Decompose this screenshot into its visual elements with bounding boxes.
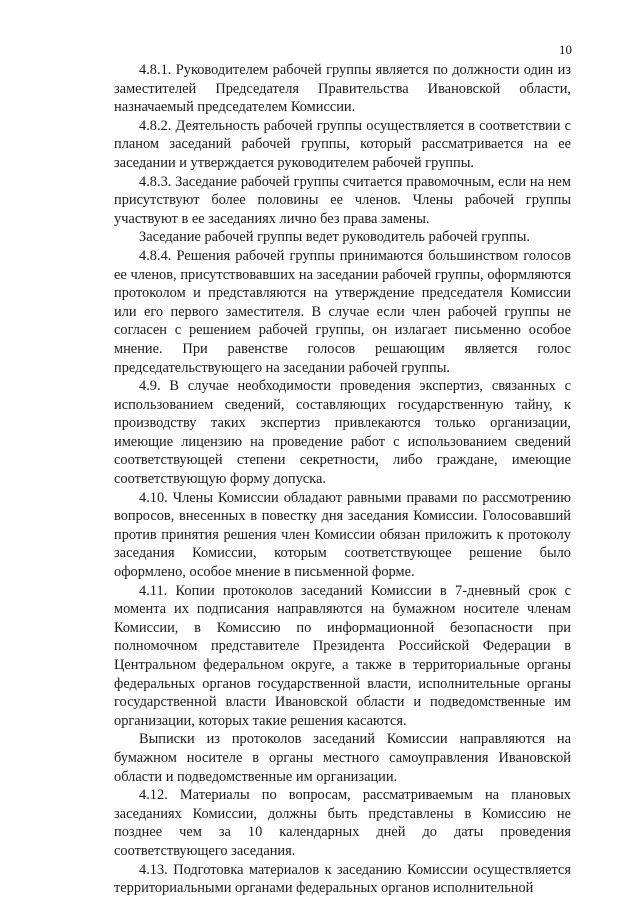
paragraph-4-10: 4.10. Члены Комиссии обладают равными правами по рассмотрению вопросов, внесенных в повестку дня заседания Комиссии. Голосовавший против принятия решения член Комиссии обязан приложить к протоколу заседания Комиссии, которым соответствующее решение было оформлено, особое мнение в письменной форме.	[114, 489, 571, 581]
paragraph-4-8-1: 4.8.1. Руководителем рабочей группы является по должности один из заместителей Председателя Правительства Ивановской области, назначаемый председателем Комиссии.	[114, 62, 571, 116]
paragraph-4-8-2: 4.8.2. Деятельность рабочей группы осуществляется в соответствии с планом заседаний рабочей группы, который рассматривается на ее заседании и утверждается руководителем рабочей группы.	[114, 117, 571, 171]
paragraph-4-9: 4.9. В случае необходимости проведения экспертиз, связанных с использованием сведений, составляющих государственную тайну, к производству таких экспертиз привлекаются только организации, имеющие лицензию на проведение работ с использованием сведений соответствующей степени секретности, либо граждане, имеющие соответствующую форму допуска.	[114, 378, 571, 488]
paragraph-4-13: 4.13. Подготовка материалов к заседанию Комиссии осуществляется территориальными органами федеральных органов исполнительной	[114, 861, 571, 897]
paragraph-4-8-3: 4.8.3. Заседание рабочей группы считается правомочным, если на нем присутствуют более половины ее членов. Члены рабочей группы участвуют в ее заседаниях лично без права замены.	[114, 173, 571, 227]
paragraph-4-12: 4.12. Материалы по вопросам, рассматриваемым на плановых заседаниях Комиссии, должны быть представлены в Комиссию не позднее чем за 10 календарных дней до даты проведения соответствующего заседания.	[114, 787, 571, 859]
document-body	[114, 61, 571, 898]
paragraph-4-8-4: 4.8.4. Решения рабочей группы принимаются большинством голосов ее членов, присутствовавших на заседании рабочей группы, оформляются протоколом и представляются на утверждение председателя Комиссии или его первого заместителя. В случае если член рабочей группы не согласен с решением рабочей группы, он излагает письменно особое мнение. При равенстве голосов решающим является голос председательствующего на заседании рабочей группы.	[114, 247, 571, 376]
page-number: 10	[559, 42, 572, 57]
paragraph-extracts: Выписки из протоколов заседаний Комиссии направляются на бумажном носителе в органы местного самоуправления Ивановской области и подведомственные им организации.	[114, 731, 571, 785]
paragraph-4-11: 4.11. Копии протоколов заседаний Комиссии в 7-дневный срок с момента их подписания направляются на бумажном носителе членам Комиссии, в Комиссию по информационной безопасности при полномочном представителе Президента Российской Федерации в Центральном федеральном округе, а также в территориальные органы федеральных органов государственной власти, исполнительные органы государственной власти Ивановской области и подведомственные им организации, которых такие решения касаются.	[114, 582, 571, 729]
paragraph-working-group-chair: Заседание рабочей группы ведет руководитель рабочей группы.	[139, 229, 530, 246]
